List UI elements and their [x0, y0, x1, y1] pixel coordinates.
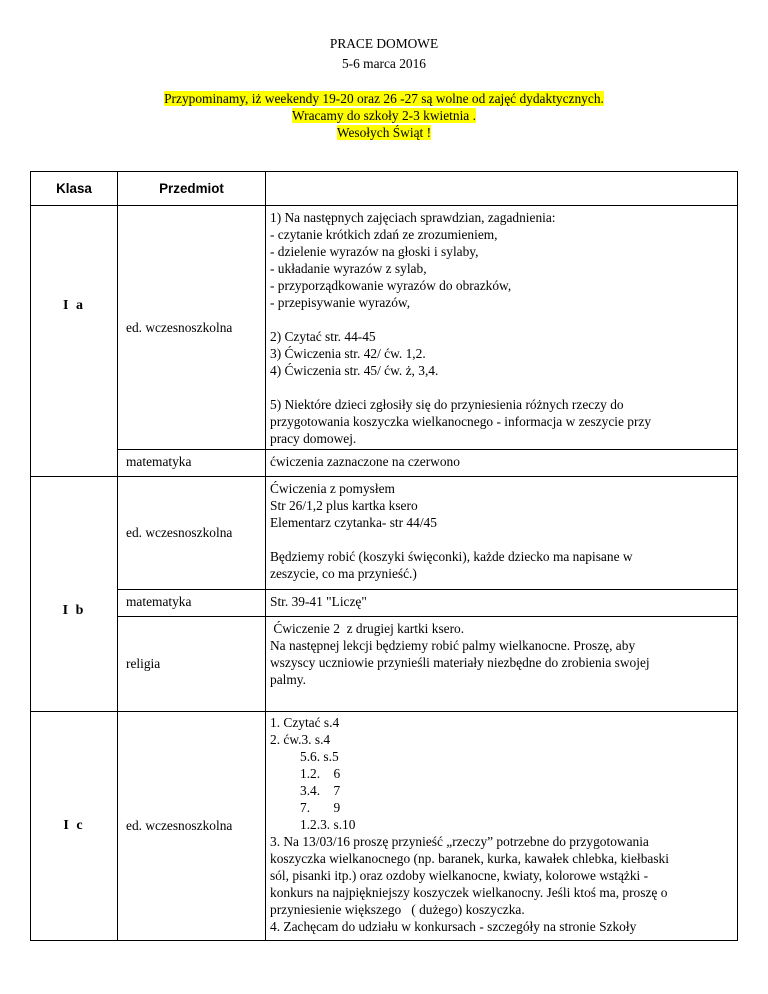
text-line: Będziemy robić (koszyki święconki), każde dziecko ma napisane w: [270, 549, 633, 564]
text-line: konkurs na najpiękniejszy koszyczek wielkanocny. Jeśli ktoś ma, proszę o: [270, 885, 668, 900]
text-line: pracy domowej.: [270, 431, 357, 446]
content-ib-rel: [266, 617, 738, 712]
notice-line-1: Przypominamy, iż weekendy 19-20 oraz 26 -27 są wolne od zajęć dydaktycznych.: [164, 91, 604, 106]
text-line: koszyczka wielkanocnego (np. baranek, kurka, kawałek chlebka, kiełbaski: [270, 851, 669, 866]
subject-ia-mat: matematyka: [118, 450, 266, 477]
text-line: 7. 9: [300, 800, 341, 815]
text-line: palmy.: [270, 672, 306, 687]
document-date: 5-6 marca 2016: [341, 56, 427, 71]
text-line: 5) Niektóre dzieci zgłosiły się do przyniesienia różnych rzeczy do: [270, 397, 624, 412]
header-tresc: [266, 172, 738, 206]
text-line: Elementarz czytanka- str 44/45: [270, 515, 437, 530]
content-ib-mat: Str. 39-41 "Liczę": [266, 590, 738, 617]
text-line: przygotowania koszyczka wielkanocnego - informacja w zeszycie przy: [270, 414, 652, 429]
homework-table: [30, 171, 738, 941]
text-line: - układanie wyrazów z sylab,: [270, 261, 427, 276]
table-row: [31, 450, 738, 477]
table-row: [31, 477, 738, 590]
notice-line-3: Wesołych Świąt !: [336, 125, 432, 140]
class-label-ib: I b: [31, 477, 118, 712]
text-line: 5.6. s.5: [300, 749, 339, 764]
text-line: wszyscy uczniowie przynieśli materiały niezbędne do zrobienia swojej: [270, 655, 650, 670]
text-line: 4) Ćwiczenia str. 45/ ćw. ż, 3,4.: [270, 363, 439, 378]
text-line: - dzielenie wyrazów na głoski i sylaby,: [270, 244, 479, 259]
header-przedmiot: Przedmiot: [118, 172, 266, 206]
table-row: [31, 617, 738, 712]
text-line: przyniesienie większego ( dużego) koszyczka.: [270, 902, 525, 917]
text-line: 1) Na następnych zajęciach sprawdzian, zagadnienia:: [270, 210, 556, 225]
table-header-row: [31, 172, 738, 206]
content-ic-ed: [266, 712, 738, 941]
table-row: [31, 590, 738, 617]
text-line: 4. Zachęcam do udziału w konkursach - szczegóły na stronie Szkoły: [270, 919, 637, 934]
text-line: 3. Na 13/03/16 proszę przynieść „rzeczy” potrzebne do przygotowania: [270, 834, 649, 849]
document-header: [0, 34, 768, 74]
content-ia-ed: [266, 206, 738, 450]
text-line: Ćwiczenie 2 z drugiej kartki ksero.: [270, 621, 465, 636]
table-row: [31, 712, 738, 941]
text-line: 2. ćw.3. s.4: [270, 732, 331, 747]
notice-line-2: Wracamy do szkoły 2-3 kwietnia .: [292, 108, 476, 123]
class-label-ia: I a: [31, 206, 118, 477]
text-line: Ćwiczenia z pomysłem: [270, 481, 395, 496]
class-label-ic: I c: [31, 712, 118, 941]
content-ib-ed: [266, 477, 738, 590]
holiday-notice: [0, 90, 768, 141]
content-ia-mat: ćwiczenia zaznaczone na czerwono: [266, 450, 738, 477]
subject-ia-ed: ed. wczesnoszkolna: [118, 206, 266, 450]
subject-ib-mat: matematyka: [118, 590, 266, 617]
text-line: 1.2.3. s.10: [300, 817, 356, 832]
text-line: - przepisywanie wyrazów,: [270, 295, 411, 310]
text-line: Na następnej lekcji będziemy robić palmy wielkanocne. Proszę, aby: [270, 638, 636, 653]
text-line: 2) Czytać str. 44-45: [270, 329, 376, 344]
document-title: PRACE DOMOWE: [329, 36, 439, 51]
text-line: 3) Ćwiczenia str. 42/ ćw. 1,2.: [270, 346, 426, 361]
subject-ib-rel: religia: [118, 617, 266, 712]
subject-ib-ed: ed. wczesnoszkolna: [118, 477, 266, 590]
subject-ic-ed: ed. wczesnoszkolna: [118, 712, 266, 941]
text-line: - przyporządkowanie wyrazów do obrazków,: [270, 278, 512, 293]
text-line: sól, pisanki itp.) oraz ozdoby wielkanocne, kwiaty, kolorowe wstążki -: [270, 868, 649, 883]
table-row: [31, 206, 738, 450]
text-line: 1.2. 6: [300, 766, 341, 781]
text-line: 3.4. 7: [300, 783, 341, 798]
text-line: Str 26/1,2 plus kartka ksero: [270, 498, 418, 513]
text-line: zeszycie, co ma przynieść.): [270, 566, 417, 581]
header-klasa: Klasa: [31, 172, 118, 206]
text-line: 1. Czytać s.4: [270, 715, 340, 730]
text-line: - czytanie krótkich zdań ze zrozumieniem,: [270, 227, 498, 242]
